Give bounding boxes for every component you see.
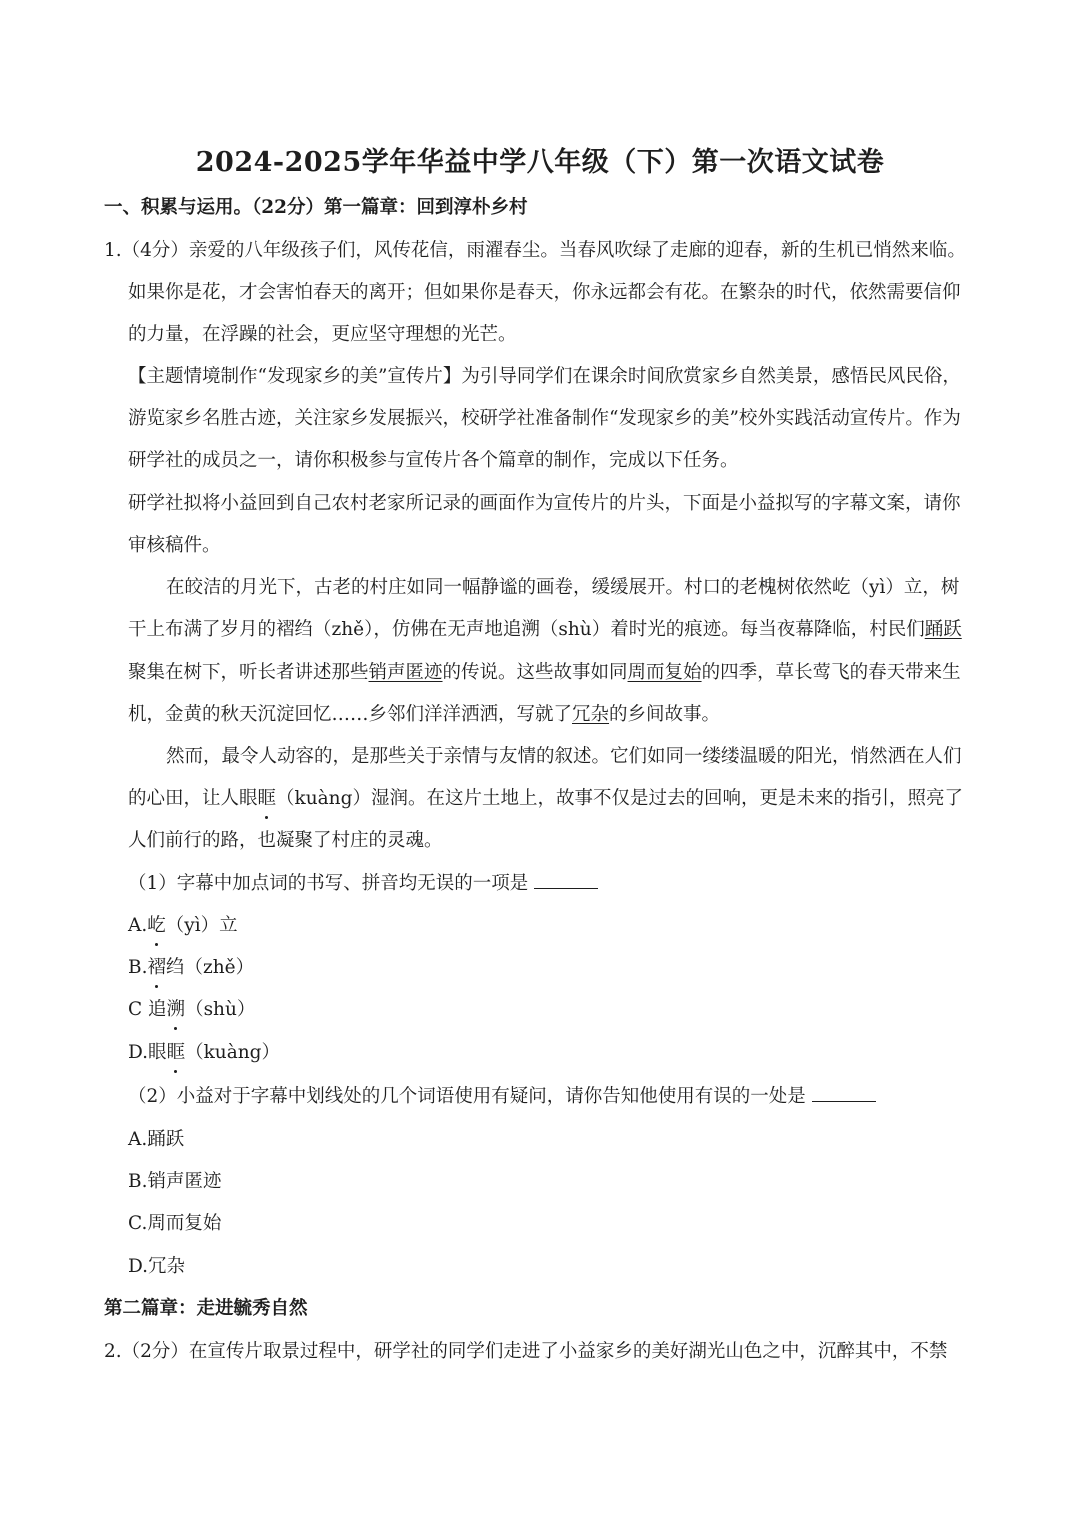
underlined-word: 周而复始 (627, 662, 702, 683)
passage-line: 机，金黄的秋天沉淀回忆……乡邻们洋洋洒洒，写就了冗杂的乡间故事。 (128, 704, 721, 725)
task-text-line: 研学社拟将小益回到自己农村老家所记录的画面作为宣传片的片头，下面是小益拟写的字幕文案，请你 (128, 493, 961, 514)
option-d[interactable]: D.眼眶（kuàng） (128, 1039, 280, 1067)
underlined-word: 冗杂 (572, 704, 610, 725)
option-a[interactable]: A.踊跃 (128, 1129, 185, 1150)
section1-heading: 一、积累与运用。（22分）第一篇章：回到淳朴乡村 (104, 197, 528, 218)
option-c[interactable]: C.周而复始 (128, 1213, 222, 1234)
subquestion-2-prompt: （2）小益对于字幕中划线处的几个词语使用有疑问，请你告知他使用有误的一处是 (128, 1083, 876, 1111)
q1-text-line: 1.（4分）亲爱的八年级孩子们，风传花信，雨濯春尘。当春风吹绿了走廊的迎春，新的生机已悄然来临。 (104, 240, 966, 261)
passage-line: 在皎洁的月光下，古老的村庄如同一幅静谧的画卷，缓缓展开。村口的老槐树依然屹（yì）立，树 (166, 577, 960, 598)
passage-line: 然而，最令人动容的，是那些关于亲情与友情的叙述。它们如同一缕缕温暖的阳光，悄然洒在人们 (166, 746, 962, 767)
subquestion-1-prompt: （1）字幕中加点词的书写、拼音均无误的一项是 (128, 870, 598, 898)
context-text-line: 研学社的成员之一，请你积极参与宣传片各个篇章的制作，完成以下任务。 (128, 450, 739, 471)
underlined-word: 销声匿迹 (368, 662, 443, 683)
option-d[interactable]: D.冗杂 (128, 1256, 186, 1277)
dotted-character: 眶 (258, 785, 277, 813)
context-text-line: 【主题情境制作“发现家乡的美”宣传片】为引导同学们在课余时间欣赏家乡自然美景，感悟民风民俗， (128, 366, 961, 387)
page-title: 2024-2025学年华益中学八年级（下）第一次语文试卷 (195, 147, 885, 178)
dotted-character: 褶 (147, 954, 166, 982)
passage-line: 聚集在树下，听长者讲述那些销声匿迹的传说。这些故事如同周而复始的四季，草长莺飞的春天带来生 (128, 662, 961, 683)
passage-line: 的心田，让人眼眶（kuàng）湿润。在这片土地上，故事不仅是过去的回响，更是未来的指引，照亮了 (128, 785, 963, 813)
passage-line: 人们前行的路，也凝聚了村庄的灵魂。 (128, 830, 443, 851)
dotted-character: 屹 (147, 912, 166, 940)
underlined-word: 踊跃 (924, 619, 962, 640)
dotted-character: 溯 (167, 996, 186, 1024)
q1-text-line: 的力量，在浮躁的社会，更应坚守理想的光芒。 (128, 324, 517, 345)
option-c[interactable]: C 追溯（shù） (128, 996, 255, 1024)
option-b[interactable]: B.销声匿迹 (128, 1171, 222, 1192)
option-b[interactable]: B.褶绉（zhě） (128, 954, 254, 982)
answer-blank[interactable] (534, 870, 598, 889)
q2-text-line: 2.（2分）在宣传片取景过程中，研学社的同学们走进了小益家乡的美好湖光山色之中，沉醉其中，不禁 (104, 1341, 948, 1362)
context-text-line: 游览家乡名胜古迹，关注家乡发展振兴，校研学社准备制作“发现家乡的美”校外实践活动宣传片。作为 (128, 408, 961, 429)
task-text-line: 审核稿件。 (128, 535, 221, 556)
passage-line: 干上布满了岁月的褶绉（zhě），仿佛在无声地追溯（shù）着时光的痕迹。每当夜幕降临，村民们踊跃 (128, 619, 962, 640)
q1-text-line: 如果你是花，才会害怕春天的离开；但如果你是春天，你永远都会有花。在繁杂的时代，依然需要信仰 (128, 282, 961, 303)
answer-blank[interactable] (812, 1083, 876, 1102)
dotted-character: 眶 (167, 1039, 186, 1067)
section2-heading: 第二篇章：走进毓秀自然 (104, 1298, 308, 1319)
option-a[interactable]: A.屹（yì）立 (128, 912, 238, 940)
